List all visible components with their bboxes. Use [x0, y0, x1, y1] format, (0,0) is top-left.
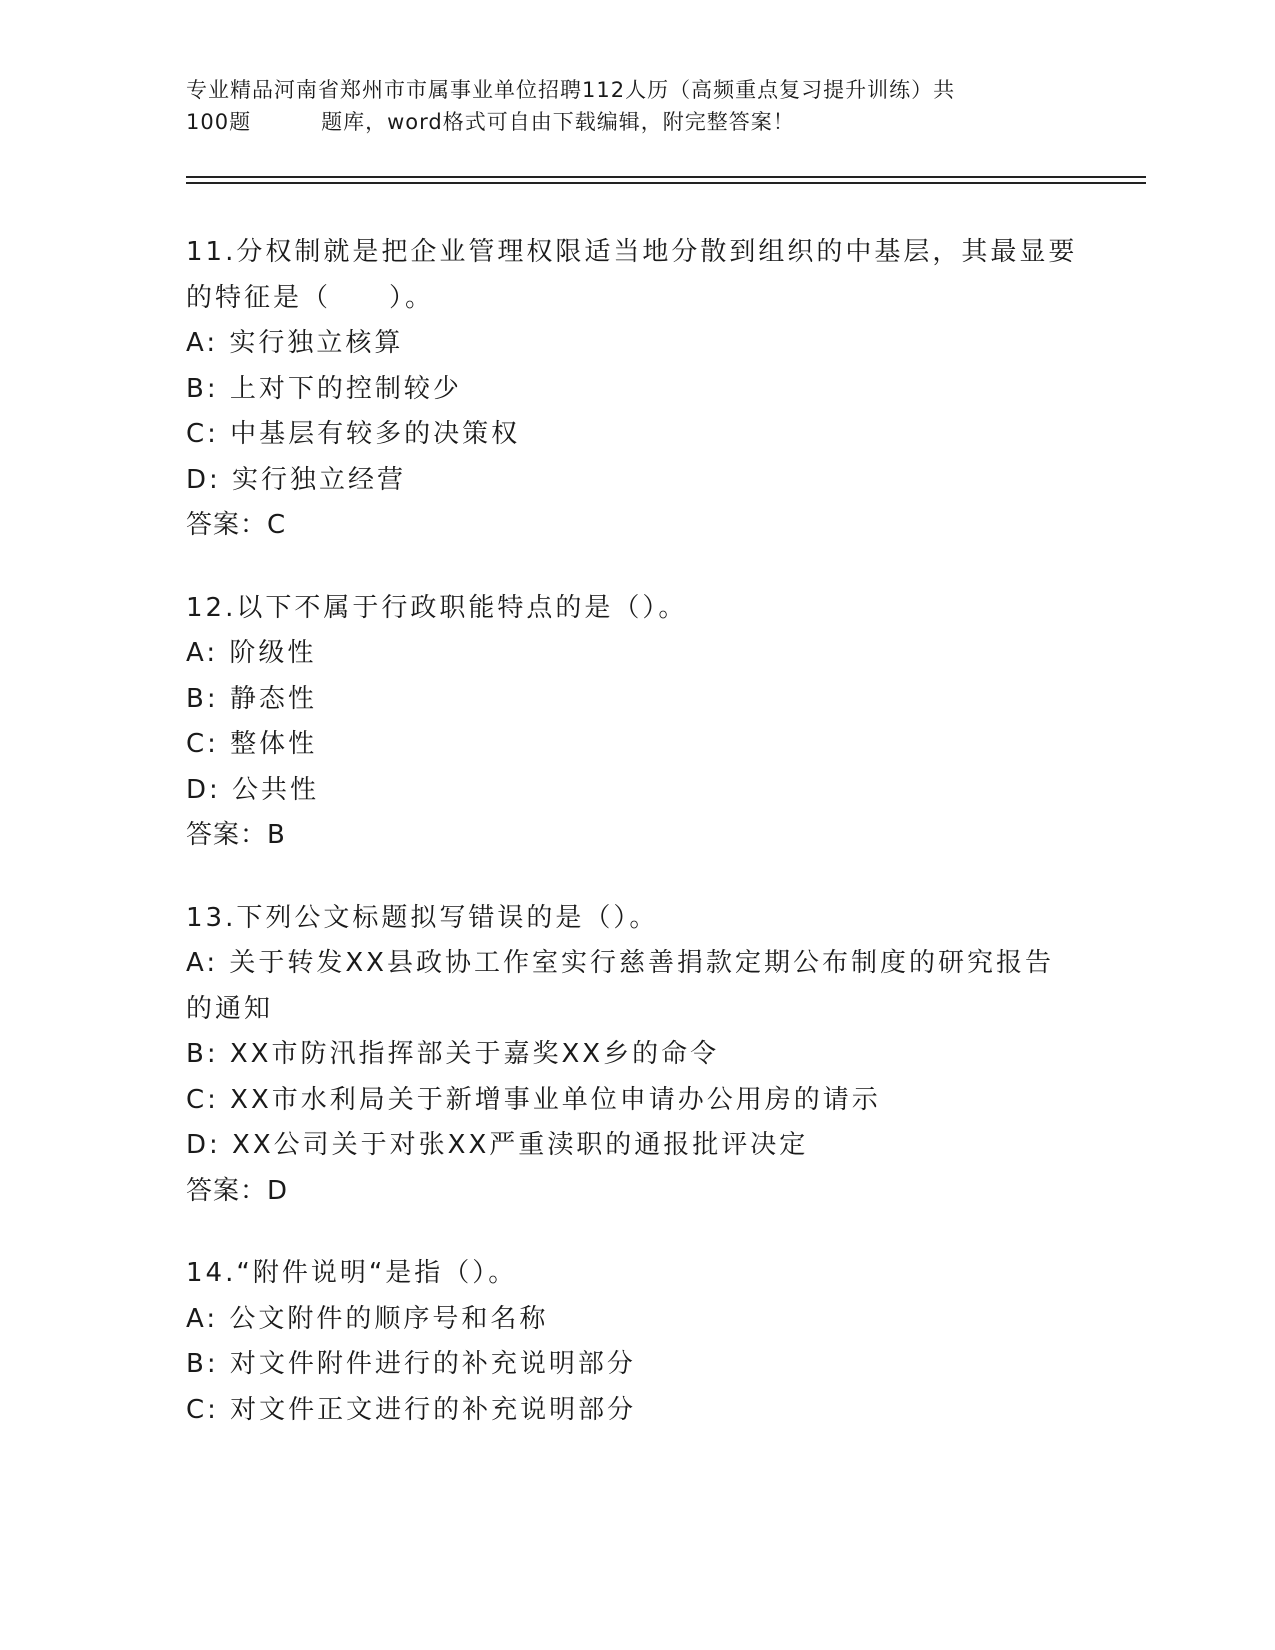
option-b: B: 对文件附件进行的补充说明部分 — [186, 1349, 636, 1379]
option-a: A: 阶级性 — [186, 638, 317, 668]
option-d: D: XX公司关于对张XX严重渎职的通报批评决定 — [186, 1130, 809, 1160]
option-d: D: 公共性 — [186, 774, 320, 805]
question-11 — [186, 230, 1086, 549]
option-a: A: 公文附件的顺序号和名称 — [186, 1303, 549, 1334]
header-divider-bottom — [186, 182, 1146, 184]
option-a-continued: 的通知 — [186, 993, 274, 1024]
header-line-2 — [186, 106, 1086, 138]
option-b: B: XX市防汛指挥部关于嘉奖XX乡的命令 — [186, 1039, 720, 1069]
option-c: C: 对文件正文进行的补充说明部分 — [186, 1394, 637, 1425]
option-c: C: 整体性 — [186, 729, 318, 759]
option-b: B: 上对下的控制较少 — [186, 373, 462, 404]
option-a: A: 实行独立核算 — [186, 328, 404, 358]
option-c: C: XX市水利局关于新增事业单位申请办公用房的请示 — [186, 1084, 881, 1115]
header-line-2a: 100题 — [186, 110, 252, 134]
option-b: B: 静态性 — [186, 683, 317, 714]
option-d: D: 实行独立经营 — [186, 464, 407, 495]
question-stem: 12.以下不属于行政职能特点的是（）。 — [186, 592, 688, 623]
question-13 — [186, 896, 1086, 1215]
question-stem: 的特征是（ ）。 — [186, 282, 435, 313]
option-a: A: 关于转发XX县政协工作室实行慈善捐款定期公布制度的研究报告 — [186, 948, 1054, 978]
question-12 — [186, 586, 1086, 859]
question-list — [186, 230, 1086, 1470]
document-header — [186, 74, 1086, 138]
answer: 答案：C — [186, 510, 287, 540]
option-c: C: 中基层有较多的决策权 — [186, 419, 521, 449]
header-divider-top — [186, 176, 1146, 178]
answer: 答案：D — [186, 1175, 289, 1206]
question-stem: 11.分权制就是把企业管理权限适当地分散到组织的中基层，其最显要 — [186, 237, 1078, 267]
question-14 — [186, 1251, 1086, 1433]
header-line-2b: 题库，word格式可自由下载编辑，附完整答案！ — [321, 110, 795, 134]
answer: 答案：B — [186, 820, 286, 850]
question-stem: 13.下列公文标题拟写错误的是（）。 — [186, 902, 659, 933]
question-stem: 14.“附件说明“是指（）。 — [186, 1258, 518, 1288]
header-line-1: 专业精品河南省郑州市市属事业单位招聘112人历（高频重点复习提升训练）共 — [186, 78, 956, 102]
